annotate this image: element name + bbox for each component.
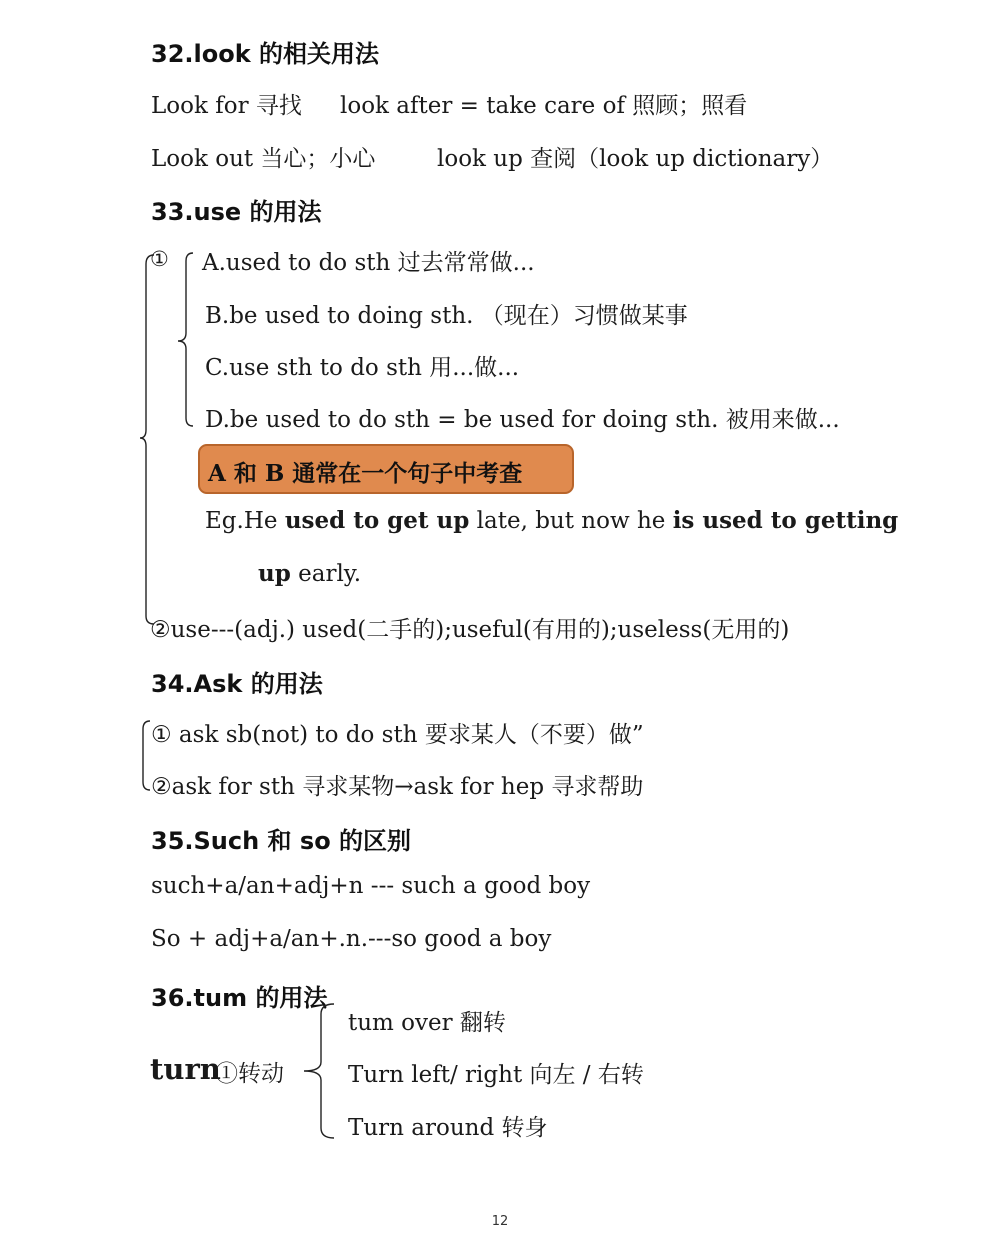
ask-item-1: ① ask sb(not) to do sth 要求某人（不要）做” — [151, 722, 644, 748]
ask-item-2: ②ask for sth 寻求某物→ask for hep 寻求帮助 — [151, 774, 644, 800]
highlight-text: A 和 B 通常在一个句子中考查 — [208, 460, 523, 487]
look-up-line: look up 查阅（look up dictionary） — [437, 146, 834, 172]
section-heading-33: 33.use 的用法 — [151, 198, 322, 226]
example-middle: late, but now he — [469, 508, 673, 534]
section-heading-35: 35.Such 和 so 的区别 — [151, 827, 412, 855]
use-item-c: C.use sth to do sth 用...做... — [205, 355, 520, 381]
example-prefix: Eg.He — [205, 508, 285, 534]
use-item-2: ②use---(adj.) used(二手的);useful(有用的);useless(无用的) — [150, 617, 790, 643]
section-heading-34: 34.Ask 的用法 — [151, 670, 323, 698]
turn-option-1: tum over 翻转 — [348, 1010, 506, 1036]
example-bold-is-used-to: is used to getting — [672, 507, 899, 534]
use-item-d: D.be used to do sth = be used for doing sth. 被用来做... — [205, 407, 840, 433]
look-for-line: Look for 寻找 — [151, 93, 302, 119]
turn-word: turn — [150, 1052, 221, 1086]
bracket-36 — [304, 1004, 334, 1138]
such-line: such+a/an+adj+n --- such a good boy — [151, 873, 591, 899]
turn-option-2: Turn left/ right 向左 / 右转 — [348, 1062, 644, 1088]
use-item-b: B.be used to doing sth. （现在）习惯做某事 — [205, 303, 688, 329]
page-number: 12 — [491, 1214, 509, 1229]
section-heading-32: 32.look 的相关用法 — [151, 40, 380, 68]
example-bold-up: up — [258, 560, 291, 587]
so-line: So + adj+a/an+.n.---so good a boy — [151, 926, 552, 952]
use-item-a: A.used to do sth 过去常常做... — [202, 250, 535, 276]
outer-bracket-33 — [140, 255, 154, 624]
example-bold-used-to: used to get up — [284, 507, 470, 534]
inner-bracket-33 — [178, 253, 193, 426]
marker-1: ① — [150, 247, 169, 271]
look-out-line: Look out 当心；小心 — [151, 146, 376, 172]
section-heading-36: 36.tum 的用法 — [151, 984, 328, 1012]
bracket-34 — [143, 721, 150, 790]
example-end: early. — [290, 561, 362, 587]
turn-sense: ①转动 — [215, 1061, 284, 1087]
look-after-line: look after = take care of 照顾；照看 — [340, 93, 748, 119]
turn-option-3: Turn around 转身 — [348, 1115, 548, 1141]
